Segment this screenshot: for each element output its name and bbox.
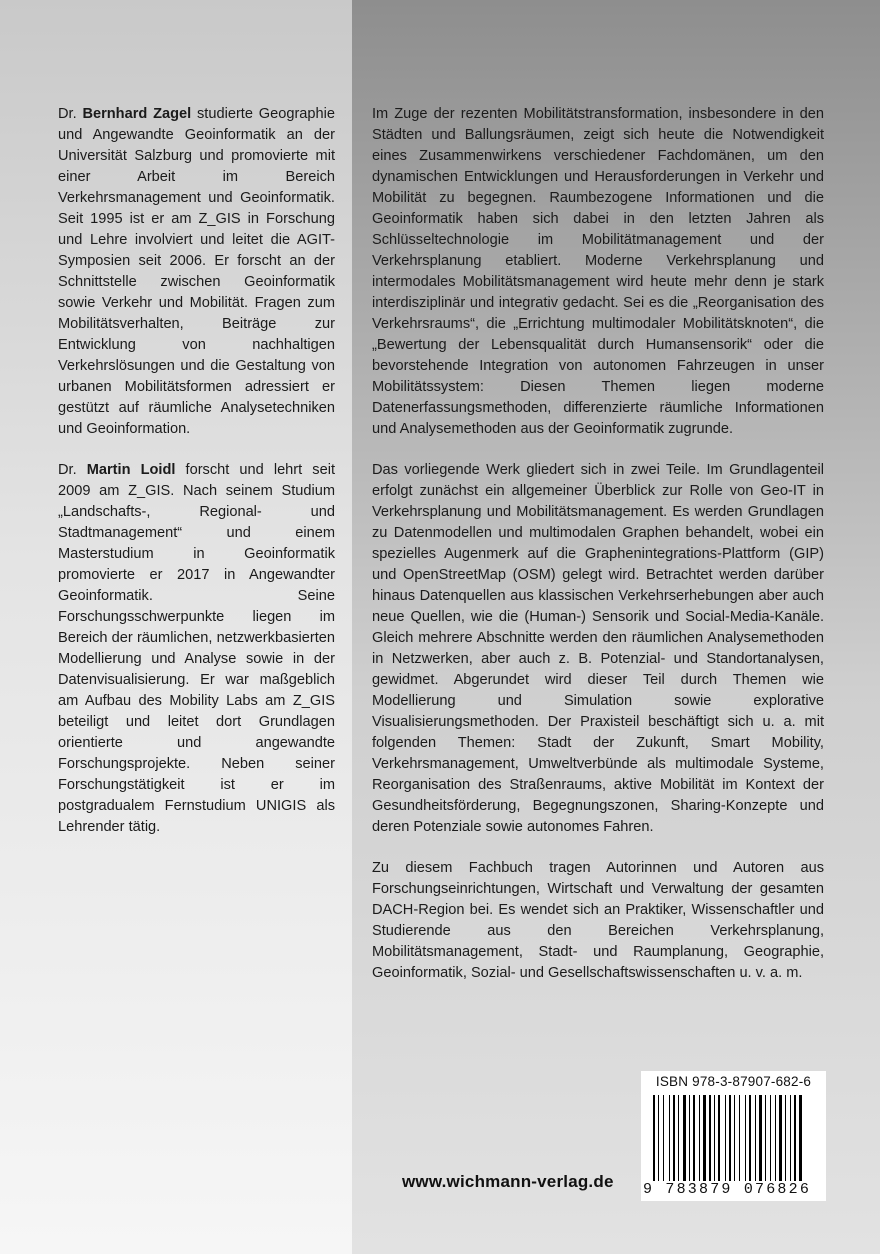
barcode-bar bbox=[770, 1095, 771, 1181]
isbn-label: ISBN 978-3-87907-682-6 bbox=[655, 1074, 812, 1089]
barcode-bar bbox=[767, 1095, 769, 1181]
barcode-bar bbox=[718, 1095, 720, 1181]
barcode-bar bbox=[665, 1095, 668, 1181]
barcode-bar bbox=[736, 1095, 738, 1181]
barcode-bar bbox=[785, 1095, 786, 1181]
isbn-barcode-box bbox=[641, 1071, 826, 1201]
barcode-bar bbox=[775, 1095, 776, 1181]
barcode-bar bbox=[772, 1095, 774, 1181]
barcode-bar bbox=[699, 1095, 700, 1181]
barcode-bar bbox=[777, 1095, 778, 1181]
barcode-bar bbox=[790, 1095, 791, 1181]
barcode-bar bbox=[689, 1095, 690, 1181]
barcode-bar bbox=[732, 1095, 733, 1181]
author-name-loidl: Martin Loidl bbox=[86, 462, 176, 478]
barcode-bar bbox=[714, 1095, 715, 1181]
barcode-bar bbox=[673, 1095, 675, 1181]
barcode-bar bbox=[696, 1095, 698, 1181]
barcode-bar bbox=[755, 1095, 756, 1181]
barcode-bar bbox=[745, 1095, 746, 1181]
barcode-bar bbox=[656, 1095, 657, 1181]
barcode-bar bbox=[779, 1095, 782, 1181]
barcode-bar bbox=[752, 1095, 754, 1181]
barcode-bar bbox=[683, 1095, 686, 1181]
barcode-digits: 9 783879 076826 bbox=[643, 1181, 812, 1198]
description-paragraph-1: Im Zuge der rezenten Mobilitätstransformation, insbesondere in den Städten und Ballungsräumen, zeigt sich heute die Notwendigkeit eines Zusammenwirkens verschiedener Fachdomänen, um den dynamischen Entwicklungen und Herausforderungen in Verkehr und Mobilität zu begegnen. Raumbezogene Informationen und die Geoinformatik haben sich dabei in den letzten Jahren als Schlüsseltechnologie im Mobilitätmanagement und der Verkehrsplanung etabliert. Moderne Verkehrsplanung und intermodales Mobilitätsmanagement wird heute mehr denn je stark interdisziplinär und integrativ gedacht. Sei es die „Reorganisation des Verkehrsraums“, die „Errichtung multimodaler Mobilitätsknoten“, die „Bewertung der Lebensqualität durch Humansensorik“ oder die bevorstehende Integration von autonomen Fahrzeugen in unser Mobilitätssystem: Diesen Themen liegen moderne Datenerfassungsmethoden, differenzierte räumliche Informationen und Analysemethoden aus der Geoinformatik zugrunde. bbox=[372, 106, 824, 437]
barcode-bar bbox=[663, 1095, 664, 1181]
author-bio-zagel bbox=[58, 104, 335, 440]
author-bio-text: forscht und lehrt seit 2009 am Z_GIS. Nach seinem Studium „Landschafts-, Regional- und Stadtmanagement“ und einem Masterstudium in Geoinformatik promovierte er 2017 in Angewandter Geoinformatik. Seine Forschungsschwerpunkte liegen im Bereich der räumlichen, netzwerkbasierten Modellierung und Analyse sowie in der Datenvisualisierung. Er war maßgeblich am Aufbau des Mobility Labs am Z_GIS beteiligt und leitet dort Grundlagen orientierte und angewandte Forschungsprojekte. Neben seiner Forschungstätigkeit ist er im postgradualem Fernstudium UNIGIS als Lehrender tätig. bbox=[58, 462, 335, 835]
publisher-url[interactable]: www.wichmann-verlag.de bbox=[402, 1172, 614, 1191]
barcode-bar bbox=[693, 1095, 695, 1181]
barcode-bar bbox=[787, 1095, 789, 1181]
barcode-bar bbox=[709, 1095, 711, 1181]
barcode-bar bbox=[653, 1095, 655, 1181]
description-paragraph-2: Das vorliegende Werk gliedert sich in zwei Teile. Im Grundlagenteil erfolgt zunächst ein allgemeiner Überblick zur Rolle von Geo-IT in Verkehrsplanung und Mobilitätsmanagement. Es werden Grundlagen zu Datenmodellen und multimodalen Graphen behandelt, wobei ein spezielles Augenmerk auf die Graphenintegrations-Plattform (GIP) und OpenStreetMap (OSM) gelegt wird. Betrachtet werden darüber hinaus Datenquellen aus klassischen Verkehrserhebungen aber auch neue Quellen, wie die (Human-) Sensorik und Social-Media-Kanäle. Gleich mehrere Abschnitte werden den räumlichen Analysemethoden in Netzwerken, aber auch z. B. Potenzial- und Standortanalysen, gewidmet. Abgerundet wird dieser Teil durch Themen wie Modellierung und Simulation sowie explorative Visualisierungsmethoden. Der Praxisteil beschäftigt sich u. a. mit folgenden Themen: Stadt der Zukunft, Smart Mobility, Verkehrsmanagement, Umweltverbünde als multimodale Systeme, Reorganisation des Straßenraums, aktive Mobilität im Kontext der Gesundheitsförderung, Begegnungszonen, Sharing-Konzepte und deren Potenziale sowie autonomes Fahren. bbox=[372, 462, 824, 835]
barcode-bar bbox=[676, 1095, 677, 1181]
barcode-bar bbox=[721, 1095, 724, 1181]
barcode-bar bbox=[797, 1095, 798, 1181]
description-paragraph-3: Zu diesem Fachbuch tragen Autorinnen und Autoren aus Forschungseinrichtungen, Wirtschaft und Verwaltung der gesamten DACH-Region bei. Es wendet sich an Praktiker, Wissenschaftler und Studierende aus den Bereichen Verkehrsplanung, Mobilitätsmanagement, Stadt- und Raumplanung, Geographie, Geoinformatik, Sozial- und Gesellschaftswissenschaften u. v. a. m. bbox=[372, 860, 824, 981]
author-prefix: Dr. bbox=[58, 106, 83, 122]
barcode-bar bbox=[707, 1095, 708, 1181]
author-prefix: Dr. bbox=[58, 462, 87, 478]
barcode-bar bbox=[680, 1095, 682, 1181]
barcode-bar bbox=[757, 1095, 758, 1181]
barcode-bar bbox=[783, 1095, 784, 1181]
barcode-bar bbox=[729, 1095, 731, 1181]
barcode-bar bbox=[701, 1095, 702, 1181]
barcode-bar bbox=[794, 1095, 796, 1181]
barcode-bar bbox=[734, 1095, 735, 1181]
barcode-bar bbox=[759, 1095, 762, 1181]
barcode-bar bbox=[658, 1095, 659, 1181]
barcode-bar bbox=[741, 1095, 744, 1181]
barcode-bar bbox=[678, 1095, 679, 1181]
author-bio-loidl bbox=[58, 460, 335, 838]
barcode-bar bbox=[725, 1095, 726, 1181]
barcode-bar bbox=[687, 1095, 688, 1181]
author-bios bbox=[58, 104, 335, 858]
barcode-bar bbox=[799, 1095, 802, 1181]
author-bio-text: studierte Geographie und Angewandte Geoinformatik an der Universität Salzburg und promovierte mit einer Arbeit im Bereich Verkehrsmanagement und Geoinformatik. Seit 1995 ist er am Z_GIS in Forschung und Lehre involviert und leitet die AGIT-Symposien seit 2006. Er forscht an der Schnittstelle zwischen Geoinformatik sowie Verkehr und Mobilität. Fragen zum Mobilitätsverhalten, Beiträge zur Entwicklung von nachhaltigen Verkehrslösungen und die Gestaltung von urbanen Mobilitätsformen adressiert er gestützt auf räumliche Analysetechniken und Geoinformation. bbox=[58, 106, 336, 437]
barcode-graphic bbox=[653, 1095, 818, 1181]
barcode-bar bbox=[660, 1095, 662, 1181]
barcode-bar bbox=[765, 1095, 766, 1181]
barcode-bar bbox=[739, 1095, 740, 1181]
book-description bbox=[372, 104, 824, 1004]
barcode-bar bbox=[691, 1095, 692, 1181]
barcode-bar bbox=[716, 1095, 717, 1181]
barcode-bar bbox=[727, 1095, 728, 1181]
barcode-bar bbox=[671, 1095, 672, 1181]
barcode-bar bbox=[712, 1095, 713, 1181]
barcode-bar bbox=[803, 1095, 804, 1181]
barcode-bar bbox=[669, 1095, 670, 1181]
barcode-bar bbox=[703, 1095, 706, 1181]
author-name-zagel: Bernhard Zagel bbox=[82, 106, 192, 122]
barcode-bar bbox=[792, 1095, 793, 1181]
barcode-bar bbox=[763, 1095, 764, 1181]
barcode-bar bbox=[749, 1095, 751, 1181]
barcode-bar bbox=[747, 1095, 748, 1181]
